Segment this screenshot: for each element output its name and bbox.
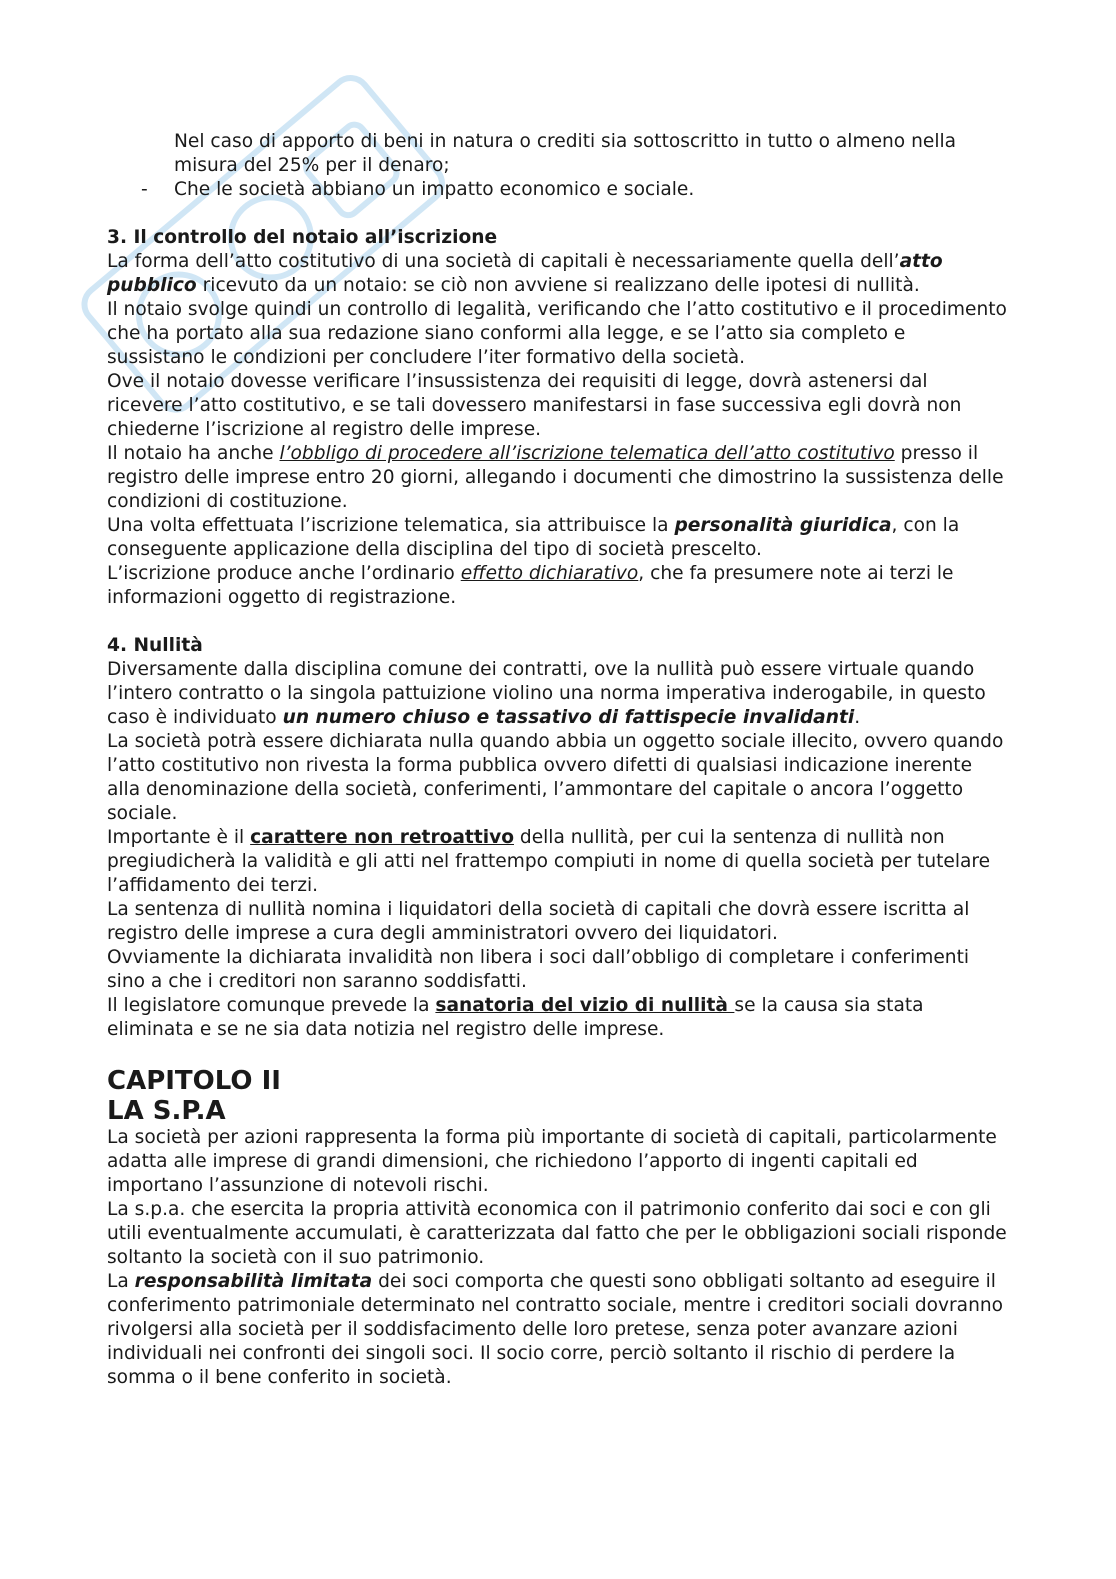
section-3-title: 3. Il controllo del notaio all’iscrizione — [107, 227, 498, 248]
bullet-dash: - — [141, 179, 148, 200]
list-item — [107, 178, 1007, 202]
document-page — [107, 130, 1007, 1390]
section-4-paragraph-4: La sentenza di nullità nomina i liquidatori della società di capitali che dovrà essere iscritta al registro delle imprese a cura degli amministratori ovvero dei liquidatori. — [107, 899, 970, 944]
section-4-paragraph-5: Ovviamente la dichiarata invalidità non libera i soci dall’obbligo di completare i conferimenti sino a che i creditori non saranno soddisfatti. — [107, 947, 970, 992]
section-3-paragraph-5: Una volta effettuata l’iscrizione telematica, sia attribuisce la personalità giuridica, con la conseguente applicazione della disciplina del tipo di società prescelto. — [107, 515, 960, 560]
section-4-paragraph-1: Diversamente dalla disciplina comune dei contratti, ove la nullità può essere virtuale quando l’intero contratto o la singola pattuizione violino una norma imperativa inderogabile, in questo caso è individuato un numero chiuso e tassativo di fattispecie invalidanti. — [107, 659, 986, 728]
section-4-paragraph-2: La società potrà essere dichiarata nulla quando abbia un oggetto sociale illecito, ovvero quando l’atto costitutivo non rivesta la forma pubblica ovvero difetti di qualsiasi indicazione inerente alla denominazione della società, conferimenti, l’ammontare del capitale o ancora l’oggetto sociale. — [107, 731, 1004, 824]
chapter-paragraph-2: La s.p.a. che esercita la propria attività economica con il patrimonio conferito dai soci e con gli utili eventualmente accumulati, è caratterizzata dal fatto che per le obbligazioni sociali risponde soltanto la società con il suo patrimonio. — [107, 1199, 1007, 1268]
section-4-title: 4. Nullità — [107, 635, 203, 656]
chapter-subtitle: LA S.P.A — [107, 1096, 226, 1126]
section-3-paragraph-4: Il notaio ha anche l’obbligo di procedere all’iscrizione telematica dell’atto costitutivo presso il registro delle imprese entro 20 giorni, allegando i documenti che dimostrino la sussistenza delle condizioni di costituzione. — [107, 443, 1004, 512]
section-3-paragraph-2: Il notaio svolge quindi un controllo di legalità, verificando che l’atto costitutivo e il procedimento che ha portato alla sua redazione siano conformi alla legge, e se l’atto sia completo e sussistano le condizioni per concludere l’iter formativo della società. — [107, 299, 1007, 368]
bullet-text: Che le società abbiano un impatto economico e sociale. — [174, 179, 695, 200]
section-3-paragraph-3: Ove il notaio dovesse verificare l’insussistenza dei requisiti di legge, dovrà astenersi dal ricevere l’atto costitutivo, e se tali dovessero manifestarsi in fase successiva egli dovrà non chiederne l’iscrizione al registro delle imprese. — [107, 371, 962, 440]
section-3-paragraph-6: L’iscrizione produce anche l’ordinario effetto dichiarativo, che fa presumere note ai terzi le informazioni oggetto di registrazione. — [107, 563, 954, 608]
section-4-paragraph-6: Il legislatore comunque prevede la sanatoria del vizio di nullità se la causa sia stata eliminata e se ne sia data notizia nel registro delle imprese. — [107, 995, 924, 1040]
section-3-paragraph-1: La forma dell’atto costitutivo di una società di capitali è necessariamente quella dell’atto pubblico ricevuto da un notaio: se ciò non avviene si realizzano delle ipotesi di nullità. — [107, 251, 943, 296]
section-4-paragraph-3: Importante è il carattere non retroattivo della nullità, per cui la sentenza di nullità non pregiudicherà la validità e gli atti nel frattempo compiuti in nome di quella società per tutelare l’affidamento dei terzi. — [107, 827, 991, 896]
intro-continuation: Nel caso di apporto di beni in natura o crediti sia sottoscritto in tutto o almeno nella misura del 25% per il denaro; — [174, 131, 957, 176]
chapter-paragraph-1: La società per azioni rappresenta la forma più importante di società di capitali, particolarmente adatta alle imprese di grandi dimensioni, che richiedono l’apporto di ingenti capitali ed importano l’assunzione di notevoli rischi. — [107, 1127, 997, 1196]
chapter-paragraph-3: La responsabilità limitata dei soci comporta che questi sono obbligati soltanto ad eseguire il conferimento patrimoniale determinato nel contratto sociale, mentre i creditori sociali dovranno rivolgersi alla società per il soddisfacimento delle loro pretese, senza poter avanzare azioni individuali nei confronti dei singoli soci. Il socio corre, perciò soltanto il rischio di perdere la somma o il bene conferito in società. — [107, 1271, 1004, 1388]
chapter-title: CAPITOLO II — [107, 1066, 281, 1096]
